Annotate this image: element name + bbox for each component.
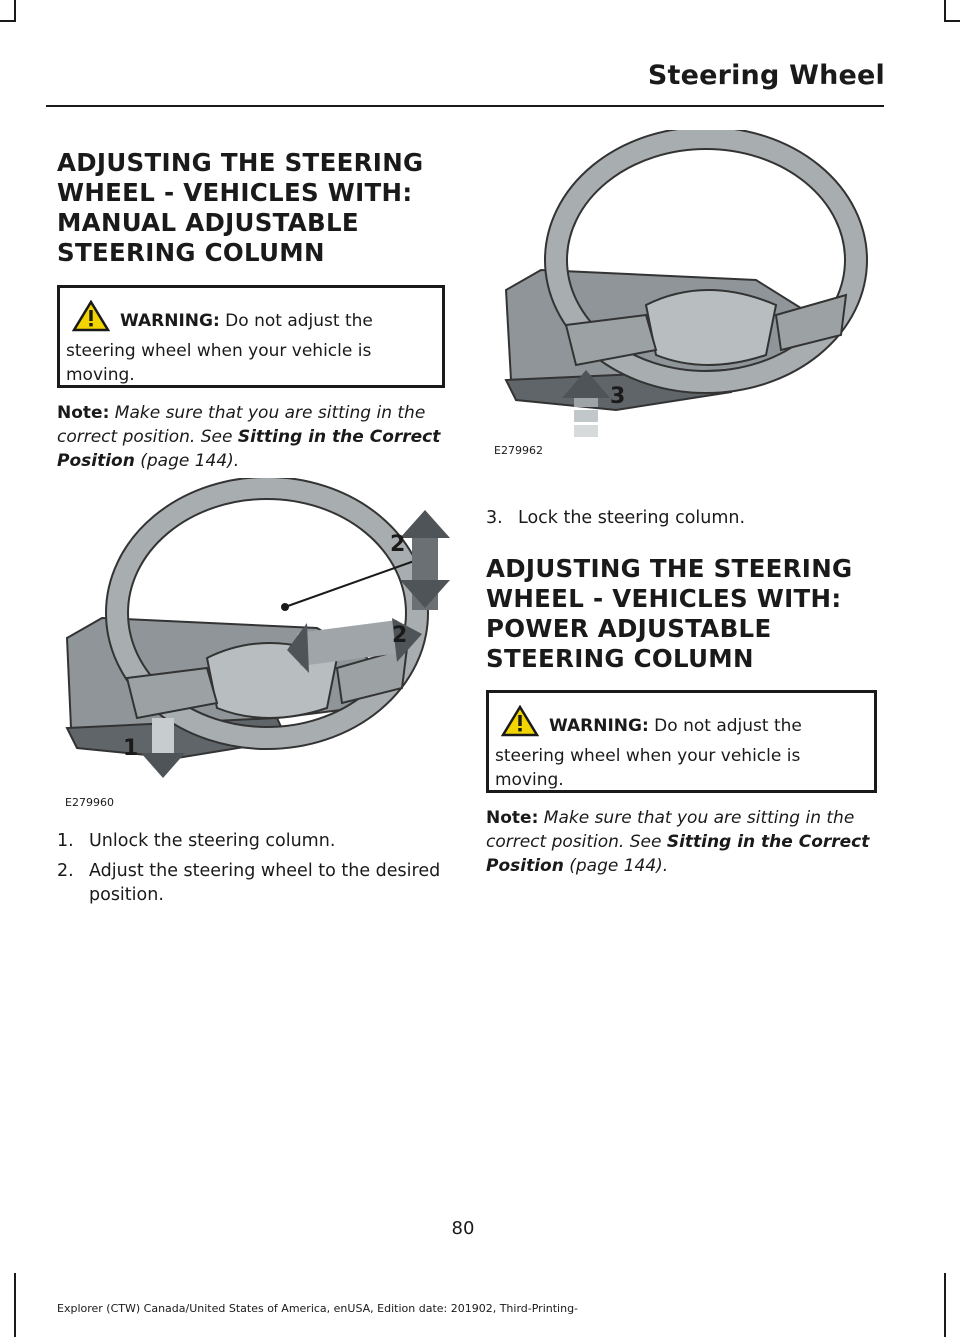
heading-line: MANUAL ADJUSTABLE — [57, 208, 359, 237]
note-text: Make sure that you are sitting in the correct position. See — [486, 808, 855, 852]
warning-icon — [501, 705, 539, 744]
list-item — [57, 829, 452, 853]
warning-text: Do not adjust the — [648, 716, 802, 736]
step-number: 3. — [486, 508, 503, 528]
note-text: Make sure that you are sitting in the correct position. See — [57, 403, 426, 447]
list-item — [486, 506, 881, 530]
step-list — [57, 829, 452, 913]
crop-mark — [944, 0, 946, 22]
step-text: Adjust the steering wheel to the desired position. — [89, 861, 441, 905]
heading-line: WHEEL - VEHICLES WITH: — [57, 178, 413, 207]
note — [486, 806, 880, 878]
warning-label: WARNING: — [120, 311, 220, 331]
callout-number: 2 — [390, 532, 406, 557]
figure-code: E279960 — [65, 796, 114, 809]
warning-text: Do not adjust the — [219, 311, 373, 331]
heading-line: WHEEL - VEHICLES WITH: — [486, 584, 842, 613]
warning-label: WARNING: — [549, 716, 649, 736]
callout-number: 1 — [123, 736, 139, 761]
crop-mark — [944, 1273, 946, 1337]
callout-number: 2 — [392, 623, 408, 648]
edition-footer: Explorer (CTW) Canada/United States of America, enUSA, Edition date: 201902, Third-Printing- — [57, 1302, 579, 1315]
figure-steering-lock — [486, 130, 886, 460]
note-reference-link[interactable]: Sitting in the Correct Position — [57, 427, 441, 471]
heading-line: STEERING COLUMN — [486, 644, 754, 673]
section-heading-power — [486, 554, 886, 674]
warning-box — [486, 690, 877, 793]
list-item — [57, 859, 452, 907]
step-number: 1. — [57, 831, 74, 851]
step-text: Lock the steering column. — [518, 508, 746, 528]
warning-text-rest: steering wheel when your vehicle is moving. — [66, 341, 372, 385]
callout-number: 3 — [610, 384, 626, 409]
crop-mark — [0, 20, 16, 22]
crop-mark — [14, 0, 16, 22]
crop-mark — [14, 1273, 16, 1337]
heading-line: ADJUSTING THE STEERING — [486, 554, 853, 583]
heading-line: POWER ADJUSTABLE — [486, 614, 772, 643]
steering-wheel-illustration — [486, 130, 886, 460]
header-divider — [46, 105, 884, 107]
figure-code: E279962 — [494, 444, 543, 457]
note-label: Note: — [486, 808, 539, 828]
note-page: (page 144). — [134, 451, 240, 471]
heading-line: ADJUSTING THE STEERING — [57, 148, 424, 177]
step-list — [486, 506, 881, 536]
note — [57, 401, 449, 473]
note-reference-link[interactable]: Sitting in the Correct Position — [486, 832, 870, 876]
step-text: Unlock the steering column. — [89, 831, 336, 851]
warning-text-rest: steering wheel when your vehicle is moving. — [495, 746, 801, 790]
warning-box — [57, 285, 445, 388]
heading-line: STEERING COLUMN — [57, 238, 325, 267]
page-title: Steering Wheel — [647, 60, 885, 91]
note-label: Note: — [57, 403, 110, 423]
page-number: 80 — [451, 1218, 475, 1239]
figure-steering-manual — [57, 478, 457, 818]
warning-icon — [72, 300, 110, 339]
step-number: 2. — [57, 861, 74, 881]
section-heading-manual — [57, 148, 457, 268]
steering-wheel-illustration — [57, 478, 457, 818]
crop-mark — [944, 20, 960, 22]
note-page: (page 144). — [563, 856, 669, 876]
